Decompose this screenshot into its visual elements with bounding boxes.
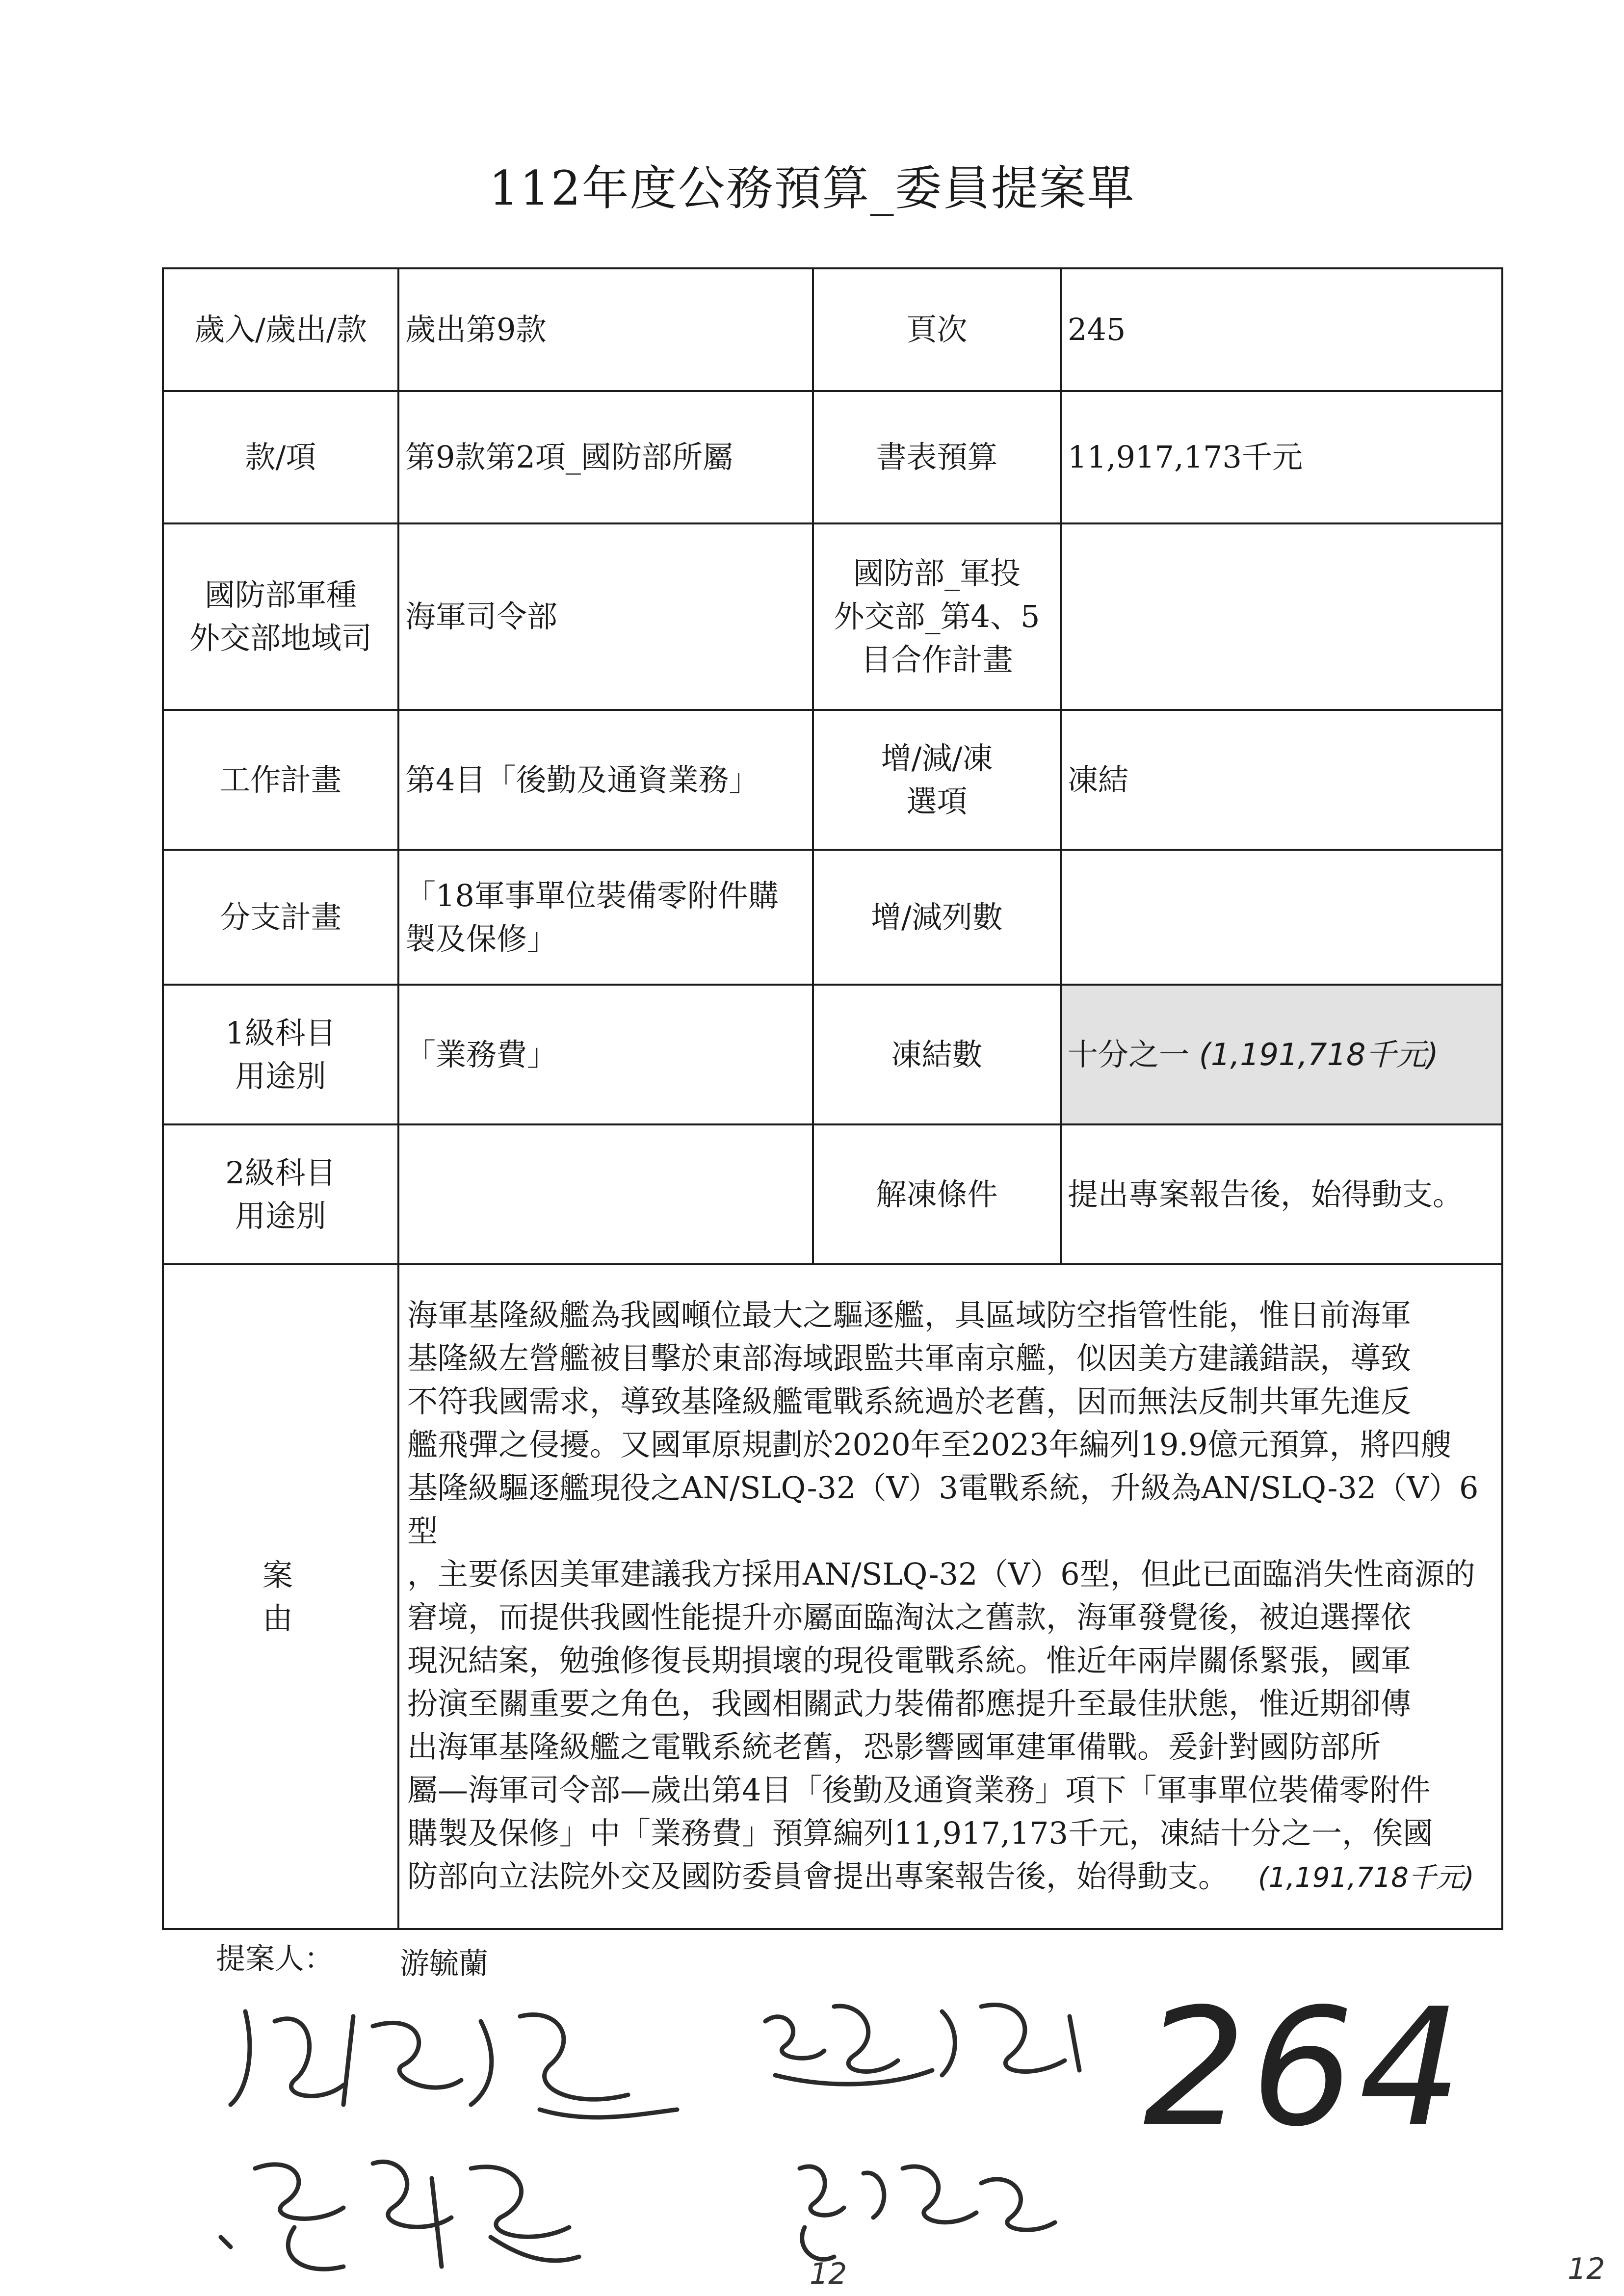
field-value: 海軍司令部 [398,523,813,710]
reason-line: 基隆級左營艦被目擊於東部海域跟監共軍南京艦，似因美方建議錯誤，導致 [407,1340,1412,1376]
field-label: 解凍條件 [813,1124,1061,1264]
field-label-line: 用途別 [235,1058,326,1094]
field-value: 11,917,173千元 [1061,391,1502,523]
freeze-fraction: 十分之一 [1068,1036,1190,1072]
proposer-label: 提案人： [216,1942,334,1976]
field-value: 第4目「後勤及通資業務」 [398,710,813,850]
field-label-line: 用途別 [235,1198,326,1234]
reason-line: 海軍基隆級艦為我國噸位最大之驅逐艦，具區域防空指管性能，惟日前海軍 [407,1297,1412,1333]
reason-label: 案由 [163,1264,398,1929]
field-label: 分支計畫 [163,850,398,985]
field-value: 提出專案報告後，始得動支。 [1061,1124,1502,1264]
field-label-line: 外交部_第4、5 [834,599,1040,634]
reason-line-text: 防部向立法院外交及國防委員會提出專案報告後，始得動支。 [407,1858,1229,1894]
field-label: 頁次 [813,268,1061,391]
handwritten-number: 264 [1143,1974,1467,2162]
reason-line: 基隆級驅逐艦現役之AN/SLQ-32（V）3電戰系統，升級為AN/SLQ-32（V）6型 [407,1470,1479,1549]
page-mark: 12 [1568,2252,1605,2286]
field-value: 「業務費」 [398,985,813,1124]
signature-scribble [800,2166,1055,2259]
reason-line: 扮演至關重要之角色，我國相關武力裝備都應提升至最佳狀態，惟近期卻傳 [407,1686,1412,1722]
handwritten-note: (1,191,718千元) [1258,1862,1474,1894]
signature-scribble [231,2011,677,2117]
field-value: 第9款第2項_國防部所屬 [398,391,813,523]
field-label: 書表預算 [813,391,1061,523]
field-label-line: 選項 [906,783,968,819]
field-label: 款/項 [163,391,398,523]
field-value-line: 「18軍事單位裝備零附件購 [405,877,779,913]
reason-line: 屬—海軍司令部—歲出第4目「後勤及通資業務」項下「軍事單位裝備零附件 [407,1772,1431,1808]
field-label-line: 2級科目 [225,1154,336,1191]
field-label-line: 國防部軍種 [204,577,357,613]
handwritten-amount: (1,191,718千元) [1199,1036,1439,1072]
field-label-line: 增/減/凍 [881,740,993,776]
reason-line: 購製及保修」中「業務費」預算編列11,917,173千元，凍結十分之一，俟國 [407,1815,1433,1851]
field-label: 歲入/歲出/款 [163,268,398,391]
field-label-line: 目合作計畫 [861,642,1013,678]
page-title: 112年度公務預算_委員提案單 [489,161,1135,216]
page-mark: 12 [810,2257,847,2291]
signature-scribble [765,2005,1079,2084]
field-label-line: 1級科目 [225,1015,336,1051]
field-label-line: 國防部_軍投 [853,555,1021,591]
reason-line: 不符我國需求，導致基隆級艦電戰系統過於老舊，因而無法反制共軍先進反 [407,1383,1412,1419]
field-value: 245 [1061,268,1502,391]
field-label: 凍結數 [813,985,1061,1124]
field-value: 凍結 [1061,710,1502,850]
field-label-line: 外交部地域司 [189,620,372,656]
reason-line: 窘境，而提供我國性能提升亦屬面臨淘汰之舊款，海軍發覺後，被迫選擇依 [407,1599,1412,1635]
field-value: 歲出第9款 [398,268,813,391]
field-label: 工作計畫 [163,710,398,850]
proposer-name: 游毓蘭 [400,1947,488,1981]
reason-line: 現況結案，勉強修復長期損壞的現役電戰系統。惟近年兩岸關係緊張，國軍 [407,1643,1412,1678]
signature-scribble [221,2162,579,2269]
reason-line: 出海軍基隆級艦之電戰系統老舊，恐影響國軍建軍備戰。爰針對國防部所 [407,1729,1381,1765]
reason-line: 艦飛彈之侵擾。又國軍原規劃於2020年至2023年編列19.9億元預算，將四艘 [407,1427,1451,1462]
field-value-line: 製及保修」 [405,920,558,957]
field-label: 增/減列數 [813,850,1061,985]
reason-line: ，主要係因美軍建議我方採用AN/SLQ-32（V）6型，但此已面臨消失性商源的 [407,1556,1475,1592]
